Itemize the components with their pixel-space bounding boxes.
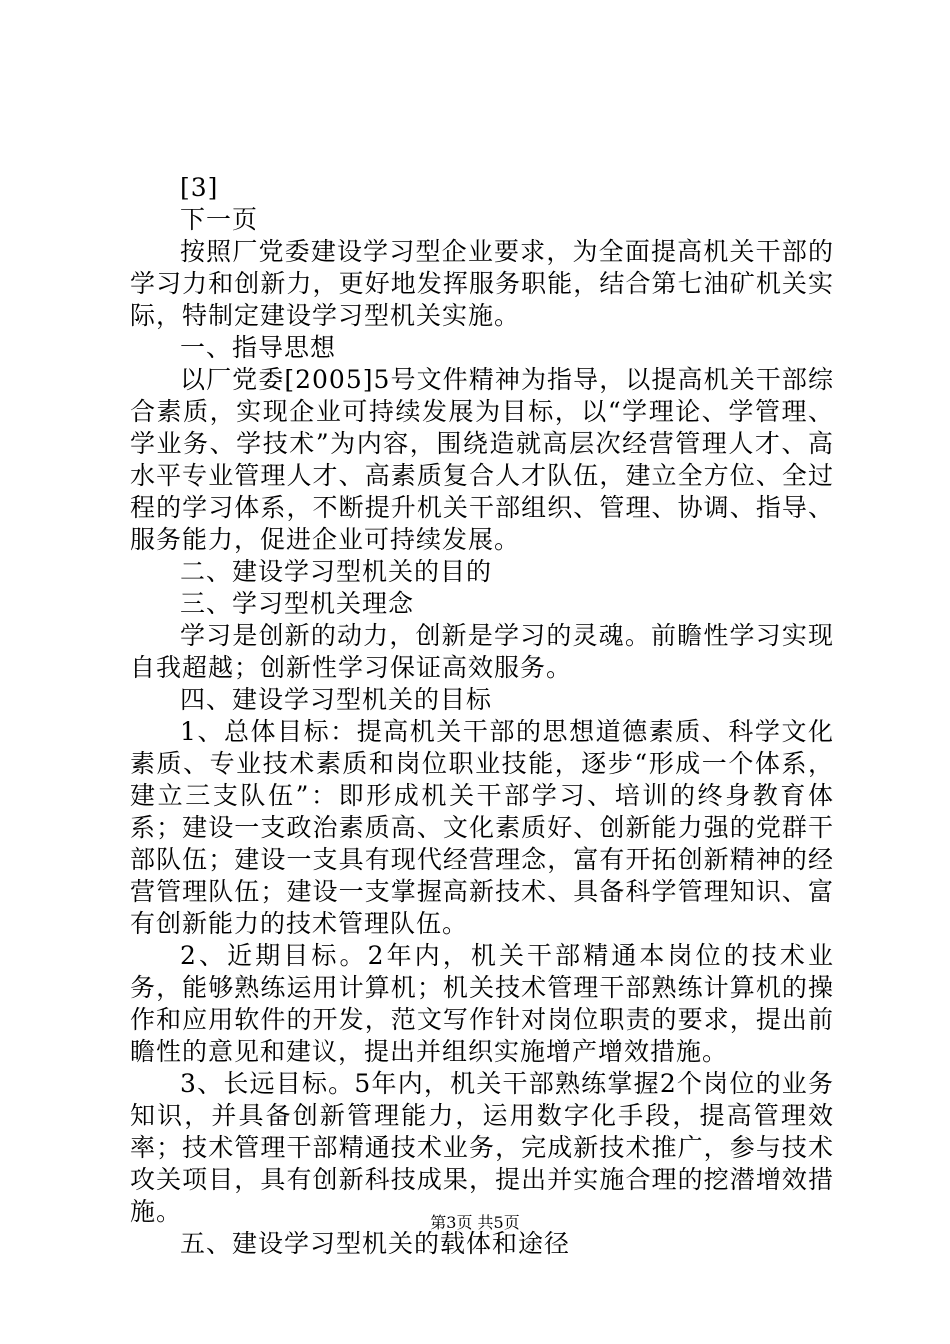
page-footer: 第3页 共5页 [430, 1213, 520, 1232]
section-heading-goals: 四、建设学习型机关的目标 [180, 685, 493, 714]
section-heading-carriers: 五、建设学习型机关的载体和途径 [180, 1229, 571, 1258]
section-heading-guiding-ideology: 一、指导思想 [180, 333, 337, 362]
next-page-link[interactable]: 下一页 [180, 205, 259, 234]
section-heading-purpose: 二、建设学习型机关的目的 [180, 557, 493, 586]
long-term-goal-paragraph: 3、长远目标。5年内，机关干部熟练掌握2个岗位的业务知识，并具备创新管理能力，运用数字化手段，提高管理效率；技术管理干部精通技术业务，完成新技术推广，参与技术攻关项目，具有创新科技成果，提出并实施合理的挖潜增效措施。 [130, 1069, 834, 1226]
page-marker: [3] [180, 173, 219, 202]
concept-paragraph: 学习是创新的动力，创新是学习的灵魂。前瞻性学习实现自我超越；创新性学习保证高效服务。 [130, 621, 834, 682]
guiding-ideology-paragraph: 以厂党委[2005]5号文件精神为指导，以提高机关干部综合素质，实现企业可持续发展为目标，以“学理论、学管理、学业务、学技术”为内容，围绕造就高层次经营管理人才、高水平专业管理人才、高素质复合人才队伍，建立全方位、全过程的学习体系，不断提升机关干部组织、管理、协调、指导、服务能力，促进企业可持续发展。 [130, 365, 834, 554]
overall-goal-paragraph: 1、总体目标：提高机关干部的思想道德素质、科学文化素质、专业技术素质和岗位职业技能，逐步“形成一个体系，建立三支队伍”：即形成机关干部学习、培训的终身教育体系；建设一支政治素质高、文化素质好、创新能力强的党群干部队伍；建设一支具有现代经营理念，富有开拓创新精神的经营管理队伍；建设一支掌握高新技术、具备科学管理知识、富有创新能力的技术管理队伍。 [130, 717, 834, 938]
section-heading-concept: 三、学习型机关理念 [180, 589, 415, 618]
near-term-goal-paragraph: 2、近期目标。2年内，机关干部精通本岗位的技术业务，能够熟练运用计算机；机关技术管理干部熟练计算机的操作和应用软件的开发，范文写作针对岗位职责的要求，提出前瞻性的意见和建议，提出并组织实施增产增效措施。 [130, 941, 834, 1066]
document-body [130, 172, 834, 1260]
intro-paragraph: 按照厂党委建设学习型企业要求，为全面提高机关干部的学习力和创新力，更好地发挥服务职能，结合第七油矿机关实际，特制定建设学习型机关实施。 [130, 237, 834, 330]
